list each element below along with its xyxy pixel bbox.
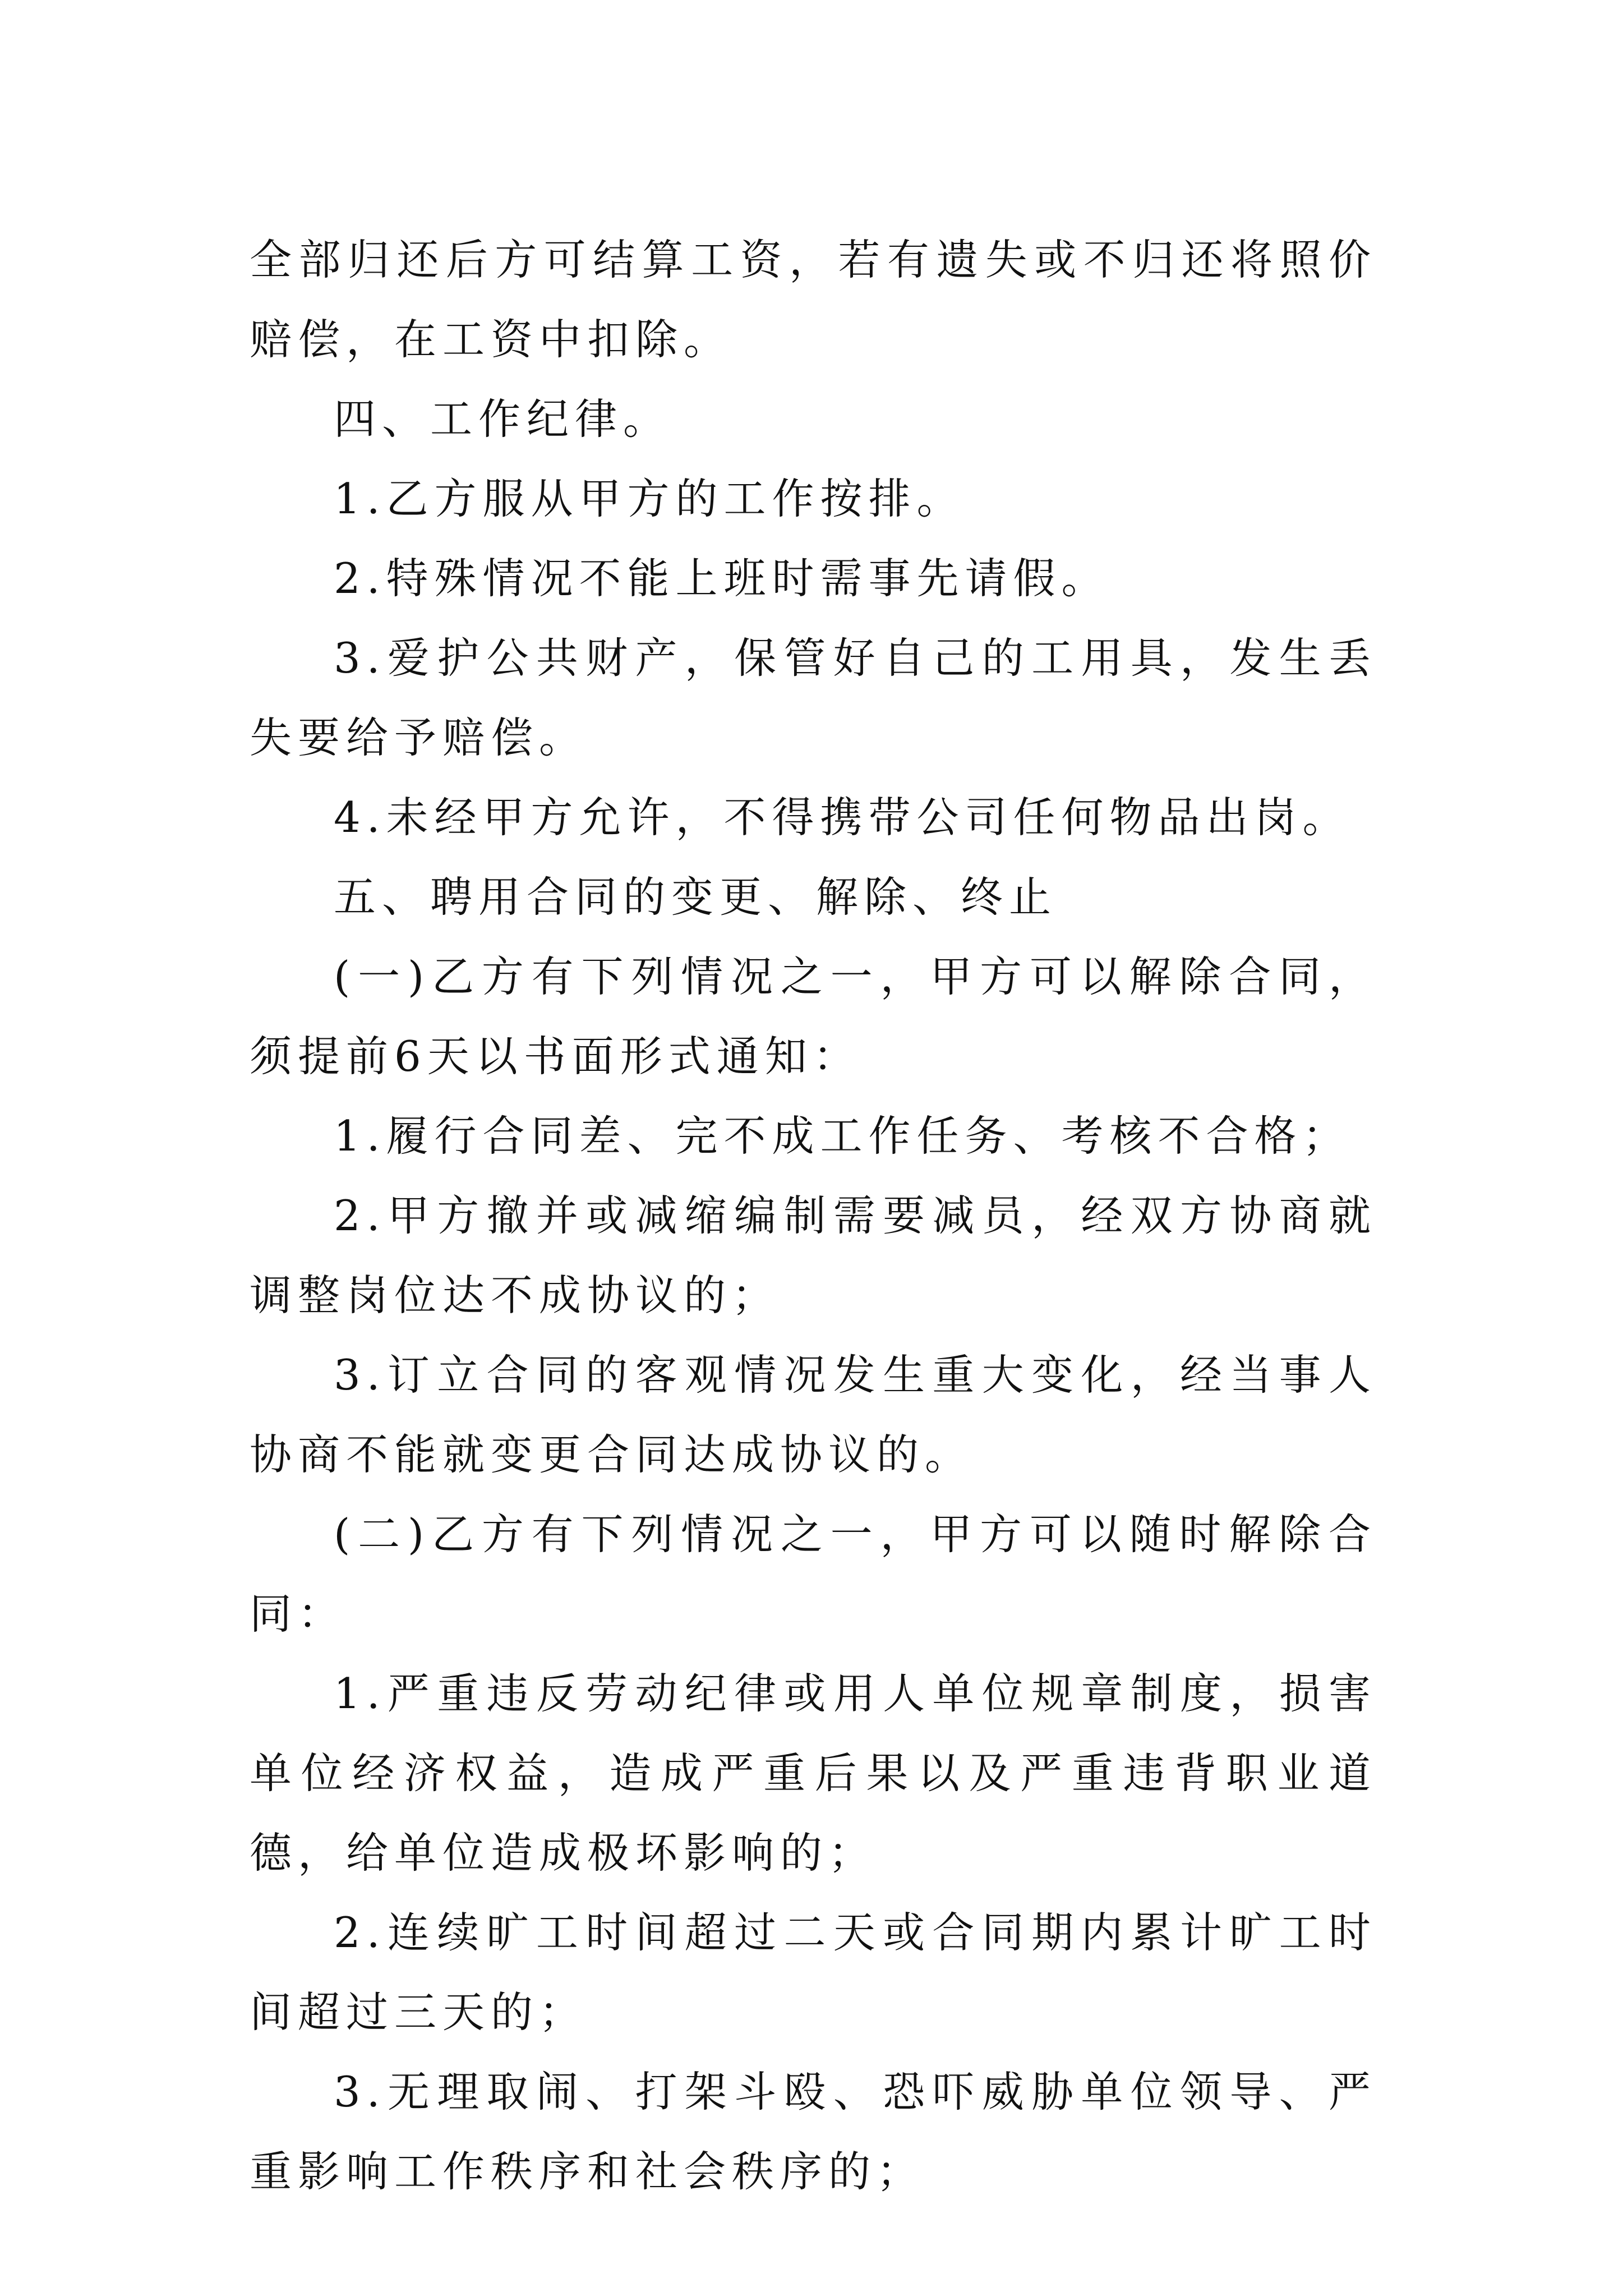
list-item: 1.严重违反劳动纪律或用人单位规章制度，损害单位经济权益，造成严重后果以及严重违背职业道德，给单位造成极坏影响的； [250,1669,1377,1878]
subsection-heading: (二)乙方有下列情况之一，甲方可以随时解除合同： [250,1510,1377,1639]
subsection-heading: (一)乙方有下列情况之一，甲方可以解除合同，须提前6天以书面形式通知： [250,952,1377,1081]
list-item: 3.爱护公共财产，保管好自己的工用具，发生丢失要给予赔偿。 [250,633,1377,762]
section-heading-contract-termination: 五、聘用合同的变更、解除、终止 [334,872,1058,922]
list-item: 2.甲方撤并或减缩编制需要减员，经双方协商就调整岗位达不成协议的； [250,1191,1377,1320]
paragraph-continuation: 全部归还后方可结算工资，若有遗失或不归还将照价赔偿，在工资中扣除。 [250,235,1377,364]
list-item: 3.无理取闹、打架斗殴、恐吓威胁单位领导、严重影响工作秩序和社会秩序的； [250,2067,1377,2196]
list-item: 1.乙方服从甲方的工作按排。 [334,474,965,523]
list-item: 2.连续旷工时间超过二天或合同期内累计旷工时间超过三天的； [250,1908,1377,2037]
document-body [250,220,1377,2211]
list-item: 1.履行合同差、完不成工作任务、考核不合格； [334,1111,1351,1161]
list-item: 4.未经甲方允许，不得携带公司任何物品出岗。 [334,793,1351,842]
section-heading-work-discipline: 四、工作纪律。 [334,394,672,444]
list-item: 3.订立合同的客观情况发生重大变化，经当事人协商不能就变更合同达成协议的。 [250,1350,1377,1479]
list-item: 2.特殊情况不能上班时需事先请假。 [334,554,1110,603]
